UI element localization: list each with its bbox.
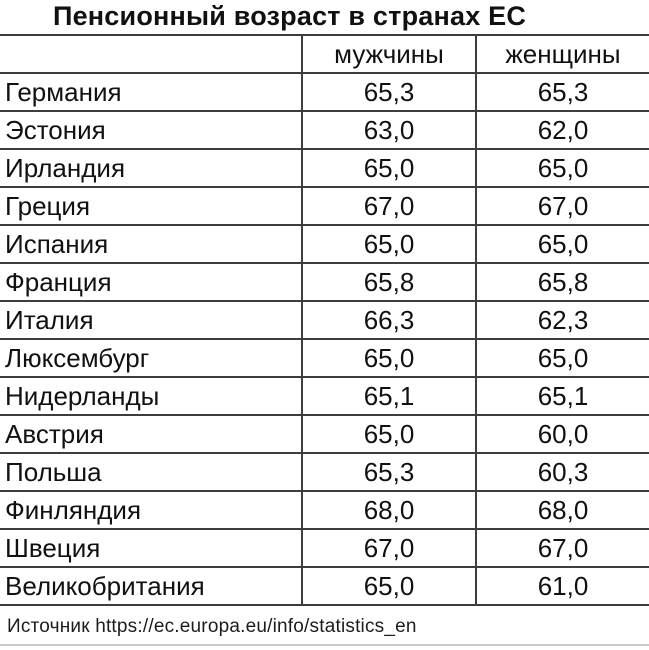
country-cell: Великобритания — [0, 567, 302, 605]
table-row — [0, 491, 649, 529]
corner-cell — [0, 35, 302, 73]
table-row — [0, 149, 649, 187]
country-cell: Люксембург — [0, 339, 302, 377]
women-value-cell: 61,0 — [476, 567, 649, 605]
men-value-cell: 65,3 — [302, 73, 476, 111]
men-value-cell: 63,0 — [302, 111, 476, 149]
men-value-cell: 65,0 — [302, 225, 476, 263]
country-cell: Финляндия — [0, 491, 302, 529]
country-cell: Германия — [0, 73, 302, 111]
women-value-cell: 67,0 — [476, 187, 649, 225]
men-value-cell: 65,3 — [302, 453, 476, 491]
men-value-cell: 66,3 — [302, 301, 476, 339]
country-cell: Эстония — [0, 111, 302, 149]
table-row — [0, 453, 649, 491]
country-cell: Польша — [0, 453, 302, 491]
women-value-cell: 65,8 — [476, 263, 649, 301]
pension-age-table — [0, 34, 649, 606]
women-value-cell: 65,3 — [476, 73, 649, 111]
women-value-cell: 65,1 — [476, 377, 649, 415]
country-cell: Испания — [0, 225, 302, 263]
table-row — [0, 415, 649, 453]
country-cell: Италия — [0, 301, 302, 339]
women-value-cell: 65,0 — [476, 339, 649, 377]
women-value-cell: 65,0 — [476, 149, 649, 187]
men-value-cell: 68,0 — [302, 491, 476, 529]
women-value-cell: 60,3 — [476, 453, 649, 491]
table-row — [0, 339, 649, 377]
source-note: Источник https://ec.europa.eu/info/statistics_en — [0, 606, 649, 646]
men-value-cell: 65,0 — [302, 339, 476, 377]
table-row — [0, 529, 649, 567]
header-row — [0, 35, 649, 73]
country-cell: Австрия — [0, 415, 302, 453]
women-value-cell: 68,0 — [476, 491, 649, 529]
women-value-cell: 62,3 — [476, 301, 649, 339]
table-row — [0, 301, 649, 339]
country-cell: Нидерланды — [0, 377, 302, 415]
men-value-cell: 65,0 — [302, 567, 476, 605]
table-row — [0, 73, 649, 111]
men-value-cell: 65,0 — [302, 149, 476, 187]
country-cell: Франция — [0, 263, 302, 301]
women-value-cell: 65,0 — [476, 225, 649, 263]
country-cell: Ирландия — [0, 149, 302, 187]
table-row — [0, 567, 649, 605]
women-value-cell: 67,0 — [476, 529, 649, 567]
country-cell: Швеция — [0, 529, 302, 567]
page-title: Пенсионный возраст в странах ЕС — [52, 1, 527, 31]
table-row — [0, 263, 649, 301]
table-row — [0, 225, 649, 263]
table-body — [0, 73, 649, 605]
men-value-cell: 67,0 — [302, 187, 476, 225]
table-row — [0, 187, 649, 225]
column-header-women: женщины — [476, 35, 649, 73]
table-row — [0, 111, 649, 149]
women-value-cell: 60,0 — [476, 415, 649, 453]
men-value-cell: 65,8 — [302, 263, 476, 301]
men-value-cell: 65,1 — [302, 377, 476, 415]
men-value-cell: 67,0 — [302, 529, 476, 567]
country-cell: Греция — [0, 187, 302, 225]
table-row — [0, 377, 649, 415]
column-header-men: мужчины — [302, 35, 476, 73]
men-value-cell: 65,0 — [302, 415, 476, 453]
women-value-cell: 62,0 — [476, 111, 649, 149]
